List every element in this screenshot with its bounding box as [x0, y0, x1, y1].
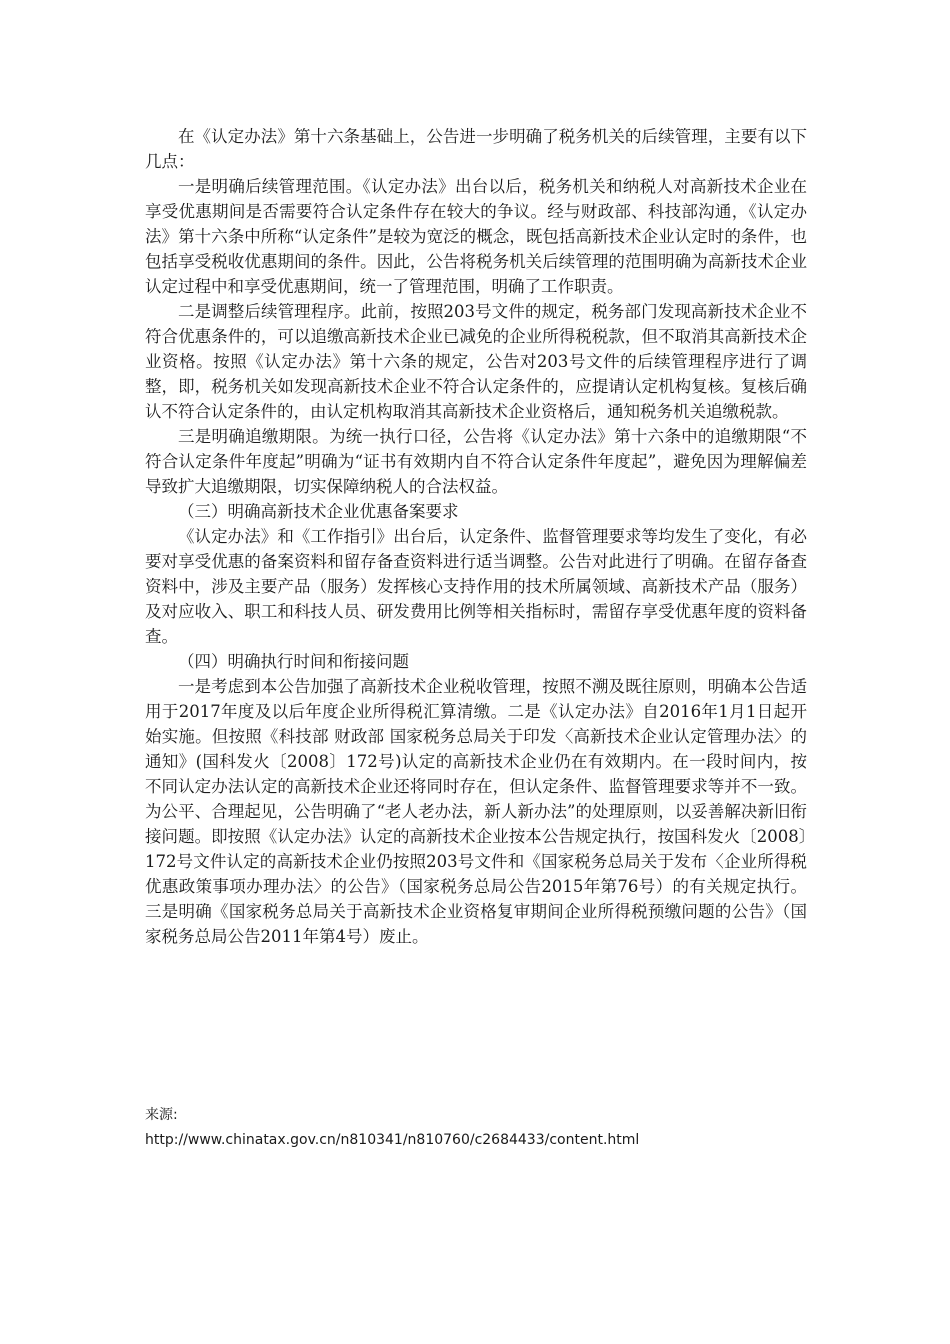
paragraph-management-procedure: 二是调整后续管理程序。此前，按照203号文件的规定，税务部门发现高新技术企业不符合优惠条件的，可以追缴高新技术企业已减免的企业所得税税款，但不取消其高新技术企业资格。按照《认定办法》第十六条的规定，公告对203号文件的后续管理程序进行了调整，即，税务机关如发现高新技术企业不符合认定条件的，应提请认定机构复核。复核后确认不符合认定条件的，由认定机构取消其高新技术企业资格后，通知税务机关追缴税款。 — [145, 302, 807, 421]
section-heading-effective-date: （四）明确执行时间和衔接问题 — [178, 652, 409, 671]
source-block — [145, 1103, 845, 1153]
section-heading-filing: （三）明确高新技术企业优惠备案要求 — [178, 502, 459, 521]
paragraph-management-scope: 一是明确后续管理范围。《认定办法》出台以后，税务机关和纳税人对高新技术企业在享受优惠期间是否需要符合认定条件存在较大的争议。经与财政部、科技部沟通，《认定办法》第十六条中所称“认定条件”是较为宽泛的概念，既包括高新技术企业认定时的条件，也包括享受税收优惠期间的条件。因此，公告将税务机关后续管理的范围明确为高新技术企业认定过程中和享受优惠期间，统一了管理范围，明确了工作职责。 — [145, 177, 807, 296]
paragraph-recovery-period: 三是明确追缴期限。为统一执行口径，公告将《认定办法》第十六条中的追缴期限“不符合认定条件年度起”明确为“证书有效期内自不符合认定条件年度起”，避免因为理解偏差导致扩大追缴期限，切实保障纳税人的合法权益。 — [145, 427, 807, 496]
source-label: 来源: — [145, 1107, 178, 1123]
document-body — [145, 124, 807, 949]
intro-paragraph: 在《认定办法》第十六条基础上，公告进一步明确了税务机关的后续管理，主要有以下几点： — [145, 127, 807, 171]
source-url: http://www.chinatax.gov.cn/n810341/n810760/c2684433/content.html — [145, 1132, 640, 1148]
paragraph-effective-date: 一是考虑到本公告加强了高新技术企业税收管理，按照不溯及既往原则，明确本公告适用于2017年度及以后年度企业所得税汇算清缴。二是《认定办法》自2016年1月1日起开始实施。但按照《科技部 财政部 国家税务总局关于印发〈高新技术企业认定管理办法〉的通知》(国科发火〔2008〕172号)认定的高新技术企业仍在有效期内。在一段时间内，按不同认定办法认定的高新技术企业还将同时存在，但认定条件、监督管理要求等并不一致。为公平、合理起见，公告明确了“老人老办法，新人新办法”的处理原则，以妥善解决新旧衔接问题。即按照《认定办法》认定的高新技术企业按本公告规定执行，按国科发火〔2008〕172号文件认定的高新技术企业仍按照203号文件和《国家税务总局关于发布〈企业所得税优惠政策事项办理办法〉的公告》（国家税务总局公告2015年第76号）的有关规定执行。三是明确《国家税务总局关于高新技术企业资格复审期间企业所得税预缴问题的公告》（国家税务总局公告2011年第4号）废止。 — [145, 677, 807, 946]
paragraph-filing-requirements: 《认定办法》和《工作指引》出台后，认定条件、监督管理要求等均发生了变化，有必要对享受优惠的备案资料和留存备查资料进行适当调整。公告对此进行了明确。在留存备查资料中，涉及主要产品（服务）发挥核心支持作用的技术所属领域、高新技术产品（服务）及对应收入、职工和科技人员、研发费用比例等相关指标时，需留存享受优惠年度的资料备查。 — [145, 527, 807, 646]
